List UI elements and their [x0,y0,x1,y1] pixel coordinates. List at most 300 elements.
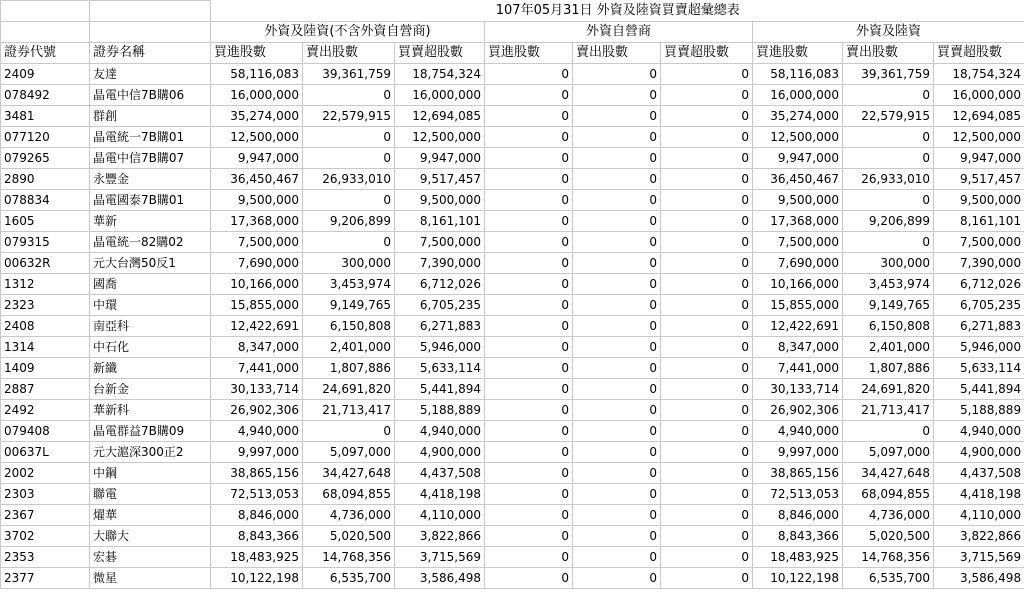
col-header-buy: 買進股數 [211,43,303,64]
stock-name-cell: 永豐金 [90,169,211,190]
net-cell: 4,418,198 [395,484,485,505]
buy-cell: 26,902,306 [211,400,303,421]
net-cell: 16,000,000 [934,85,1024,106]
stock-code-cell: 2002 [1,463,90,484]
sell-cell: 3,453,974 [843,274,934,295]
group-header-foreign-excl-dealers: 外資及陸資(不含外資自營商) [211,22,485,43]
net-cell: 0 [661,379,753,400]
sell-cell: 0 [573,169,661,190]
buy-cell: 0 [485,64,573,85]
stock-code-cell: 2353 [1,547,90,568]
sell-cell: 0 [573,295,661,316]
sell-cell: 0 [573,106,661,127]
buy-cell: 0 [485,442,573,463]
net-cell: 6,271,883 [395,316,485,337]
stock-name-cell: 群創 [90,106,211,127]
buy-cell: 7,500,000 [753,232,843,253]
stock-code-cell: 2887 [1,379,90,400]
net-cell: 3,715,569 [395,547,485,568]
buy-cell: 18,483,925 [753,547,843,568]
net-cell: 6,705,235 [395,295,485,316]
buy-cell: 38,865,156 [211,463,303,484]
buy-cell: 36,450,467 [753,169,843,190]
table-row [1,484,1024,505]
stock-name-cell: 燿華 [90,505,211,526]
buy-cell: 8,843,366 [753,526,843,547]
buy-cell: 36,450,467 [211,169,303,190]
sell-cell: 0 [573,358,661,379]
buy-cell: 7,690,000 [211,253,303,274]
column-header-row [1,43,1024,64]
stock-code-cell: 077120 [1,127,90,148]
sell-cell: 39,361,759 [843,64,934,85]
buy-cell: 0 [485,253,573,274]
net-cell: 0 [661,190,753,211]
sell-cell: 22,579,915 [843,106,934,127]
net-cell: 0 [661,568,753,589]
stock-name-cell: 晶電統一7B購01 [90,127,211,148]
stock-code-cell: 1312 [1,274,90,295]
table-row [1,379,1024,400]
net-cell: 0 [661,169,753,190]
table-row [1,295,1024,316]
stock-code-cell: 00637L [1,442,90,463]
net-cell: 0 [661,526,753,547]
net-cell: 18,754,324 [934,64,1024,85]
net-cell: 12,694,085 [395,106,485,127]
buy-cell: 12,500,000 [211,127,303,148]
sell-cell: 0 [303,85,395,106]
table-row [1,547,1024,568]
net-cell: 5,188,889 [395,400,485,421]
sell-cell: 6,150,808 [843,316,934,337]
stock-name-cell: 元大台灣50反1 [90,253,211,274]
net-cell: 4,437,508 [934,463,1024,484]
buy-cell: 0 [485,337,573,358]
col-header-sell: 賣出股數 [573,43,661,64]
sell-cell: 34,427,648 [843,463,934,484]
stock-code-cell: 00632R [1,253,90,274]
net-cell: 3,822,866 [934,526,1024,547]
buy-cell: 0 [485,106,573,127]
net-cell: 0 [661,85,753,106]
buy-cell: 16,000,000 [211,85,303,106]
stock-name-cell: 中環 [90,295,211,316]
table-row [1,505,1024,526]
net-cell: 0 [661,106,753,127]
sell-cell: 0 [573,274,661,295]
buy-cell: 0 [485,295,573,316]
sell-cell: 0 [573,337,661,358]
col-header-code: 證券代號 [1,43,90,64]
sell-cell: 0 [573,64,661,85]
stock-code-cell: 2303 [1,484,90,505]
net-cell: 8,161,101 [395,211,485,232]
net-cell: 0 [661,358,753,379]
table-row [1,442,1024,463]
net-cell: 0 [661,316,753,337]
stock-code-cell: 2367 [1,505,90,526]
buy-cell: 8,846,000 [211,505,303,526]
sell-cell: 0 [573,442,661,463]
buy-cell: 8,347,000 [753,337,843,358]
stock-code-cell: 1605 [1,211,90,232]
stock-name-cell: 晶電中信7B購07 [90,148,211,169]
buy-cell: 0 [485,526,573,547]
table-row [1,526,1024,547]
sell-cell: 0 [573,568,661,589]
sell-cell: 0 [843,85,934,106]
buy-cell: 72,513,053 [211,484,303,505]
stock-name-cell: 晶電中信7B購06 [90,85,211,106]
sell-cell: 0 [843,148,934,169]
sell-cell: 21,713,417 [303,400,395,421]
sell-cell: 5,020,500 [843,526,934,547]
col-header-net: 買賣超股數 [395,43,485,64]
buy-cell: 9,947,000 [753,148,843,169]
sell-cell: 26,933,010 [843,169,934,190]
net-cell: 6,271,883 [934,316,1024,337]
buy-cell: 35,274,000 [753,106,843,127]
sell-cell: 2,401,000 [303,337,395,358]
buy-cell: 0 [485,274,573,295]
net-cell: 0 [661,400,753,421]
sell-cell: 0 [303,148,395,169]
buy-cell: 12,422,691 [211,316,303,337]
table-row [1,253,1024,274]
stock-code-cell: 2408 [1,316,90,337]
buy-cell: 12,422,691 [753,316,843,337]
buy-cell: 18,483,925 [211,547,303,568]
sell-cell: 6,535,700 [303,568,395,589]
net-cell: 16,000,000 [395,85,485,106]
buy-cell: 9,997,000 [753,442,843,463]
sell-cell: 2,401,000 [843,337,934,358]
sell-cell: 300,000 [303,253,395,274]
stock-code-cell: 2377 [1,568,90,589]
net-cell: 4,940,000 [395,421,485,442]
net-cell: 0 [661,295,753,316]
buy-cell: 58,116,083 [211,64,303,85]
stock-name-cell: 華新科 [90,400,211,421]
sell-cell: 68,094,855 [843,484,934,505]
buy-cell: 9,500,000 [753,190,843,211]
sell-cell: 34,427,648 [303,463,395,484]
net-cell: 5,441,894 [395,379,485,400]
net-cell: 0 [661,253,753,274]
net-cell: 9,517,457 [395,169,485,190]
table-row [1,316,1024,337]
net-cell: 7,500,000 [395,232,485,253]
net-cell: 0 [661,505,753,526]
sell-cell: 0 [843,190,934,211]
sell-cell: 0 [573,253,661,274]
col-header-name: 證券名稱 [90,43,211,64]
net-cell: 5,633,114 [395,358,485,379]
net-cell: 9,947,000 [395,148,485,169]
sell-cell: 26,933,010 [303,169,395,190]
buy-cell: 0 [485,211,573,232]
buy-cell: 7,500,000 [211,232,303,253]
buy-cell: 38,865,156 [753,463,843,484]
net-cell: 0 [661,232,753,253]
buy-cell: 7,441,000 [753,358,843,379]
stock-code-cell: 1409 [1,358,90,379]
net-cell: 4,900,000 [934,442,1024,463]
stock-code-cell: 2323 [1,295,90,316]
sell-cell: 0 [573,190,661,211]
sell-cell: 9,149,765 [843,295,934,316]
sell-cell: 0 [573,505,661,526]
sell-cell: 0 [573,148,661,169]
net-cell: 9,517,457 [934,169,1024,190]
table-row [1,85,1024,106]
stock-name-cell: 宏碁 [90,547,211,568]
stock-code-cell: 2492 [1,400,90,421]
net-cell: 7,390,000 [395,253,485,274]
sell-cell: 3,453,974 [303,274,395,295]
buy-cell: 0 [485,169,573,190]
sell-cell: 0 [303,127,395,148]
net-cell: 6,705,235 [934,295,1024,316]
sell-cell: 1,807,886 [303,358,395,379]
table-row [1,337,1024,358]
buy-cell: 10,122,198 [753,568,843,589]
buy-cell: 9,997,000 [211,442,303,463]
sell-cell: 0 [573,463,661,484]
buy-cell: 0 [485,85,573,106]
sell-cell: 22,579,915 [303,106,395,127]
net-cell: 12,500,000 [395,127,485,148]
buy-cell: 4,940,000 [753,421,843,442]
page-title: 107年05月31日 外資及陸資買賣超彙總表 [211,1,1024,22]
net-cell: 4,900,000 [395,442,485,463]
buy-cell: 0 [485,148,573,169]
table-row [1,421,1024,442]
sell-cell: 24,691,820 [303,379,395,400]
buy-cell: 0 [485,463,573,484]
buy-cell: 12,500,000 [753,127,843,148]
net-cell: 0 [661,148,753,169]
buy-cell: 16,000,000 [753,85,843,106]
net-cell: 6,712,026 [395,274,485,295]
stock-code-cell: 1314 [1,337,90,358]
net-cell: 0 [661,211,753,232]
table-row [1,400,1024,421]
sell-cell: 0 [573,421,661,442]
net-cell: 0 [661,127,753,148]
stock-code-cell: 079265 [1,148,90,169]
sell-cell: 0 [573,400,661,421]
net-cell: 5,188,889 [934,400,1024,421]
sell-cell: 0 [843,421,934,442]
buy-cell: 10,166,000 [211,274,303,295]
buy-cell: 4,940,000 [211,421,303,442]
net-cell: 5,633,114 [934,358,1024,379]
net-cell: 0 [661,337,753,358]
sell-cell: 14,768,356 [303,547,395,568]
table-row [1,190,1024,211]
stock-name-cell: 中鋼 [90,463,211,484]
net-cell: 7,500,000 [934,232,1024,253]
net-cell: 3,586,498 [934,568,1024,589]
buy-cell: 0 [485,316,573,337]
col-header-net: 買賣超股數 [661,43,753,64]
sell-cell: 24,691,820 [843,379,934,400]
sell-cell: 0 [573,484,661,505]
net-cell: 4,110,000 [395,505,485,526]
buy-cell: 8,843,366 [211,526,303,547]
sell-cell: 9,206,899 [303,211,395,232]
stock-code-cell: 3481 [1,106,90,127]
sell-cell: 0 [843,232,934,253]
sell-cell: 0 [573,526,661,547]
stock-name-cell: 中石化 [90,337,211,358]
stock-name-cell: 國喬 [90,274,211,295]
sell-cell: 0 [573,379,661,400]
buy-cell: 58,116,083 [753,64,843,85]
table-row [1,148,1024,169]
sell-cell: 0 [573,211,661,232]
sell-cell: 0 [573,85,661,106]
buy-cell: 0 [485,190,573,211]
sell-cell: 1,807,886 [843,358,934,379]
buy-cell: 0 [485,421,573,442]
sell-cell: 4,736,000 [843,505,934,526]
sell-cell: 6,150,808 [303,316,395,337]
table-row [1,568,1024,589]
buy-cell: 15,855,000 [753,295,843,316]
buy-cell: 26,902,306 [753,400,843,421]
net-cell: 4,110,000 [934,505,1024,526]
stock-name-cell: 聯電 [90,484,211,505]
net-cell: 9,500,000 [395,190,485,211]
table-row [1,169,1024,190]
table-row [1,127,1024,148]
net-cell: 12,694,085 [934,106,1024,127]
buy-cell: 30,133,714 [753,379,843,400]
sell-cell: 0 [303,421,395,442]
sell-cell: 9,206,899 [843,211,934,232]
net-cell: 4,418,198 [934,484,1024,505]
buy-cell: 10,166,000 [753,274,843,295]
table-row [1,211,1024,232]
sell-cell: 9,149,765 [303,295,395,316]
stock-code-cell: 2409 [1,64,90,85]
net-cell: 18,754,324 [395,64,485,85]
sell-cell: 0 [303,190,395,211]
col-header-buy: 買進股數 [485,43,573,64]
stock-code-cell: 2890 [1,169,90,190]
col-header-sell: 賣出股數 [303,43,395,64]
net-cell: 0 [661,442,753,463]
stock-code-cell: 079408 [1,421,90,442]
stock-name-cell: 晶電群益7B購09 [90,421,211,442]
net-cell: 12,500,000 [934,127,1024,148]
table-row [1,64,1024,85]
sell-cell: 21,713,417 [843,400,934,421]
col-header-buy: 買進股數 [753,43,843,64]
buy-cell: 17,368,000 [211,211,303,232]
buy-cell: 0 [485,379,573,400]
table-row [1,232,1024,253]
net-cell: 0 [661,421,753,442]
net-cell: 5,946,000 [395,337,485,358]
net-cell: 0 [661,64,753,85]
stock-name-cell: 新纖 [90,358,211,379]
stock-code-cell: 3702 [1,526,90,547]
buy-cell: 9,500,000 [211,190,303,211]
net-cell: 5,946,000 [934,337,1024,358]
col-header-sell: 賣出股數 [843,43,934,64]
stock-name-cell: 友達 [90,64,211,85]
buy-cell: 7,441,000 [211,358,303,379]
sell-cell: 6,535,700 [843,568,934,589]
net-cell: 0 [661,547,753,568]
buy-cell: 30,133,714 [211,379,303,400]
buy-cell: 7,690,000 [753,253,843,274]
table-row [1,106,1024,127]
buy-cell: 0 [485,547,573,568]
stock-name-cell: 台新金 [90,379,211,400]
sell-cell: 0 [573,547,661,568]
net-cell: 3,822,866 [395,526,485,547]
stock-name-cell: 華新 [90,211,211,232]
net-cell: 0 [661,274,753,295]
net-cell: 5,441,894 [934,379,1024,400]
buy-cell: 8,347,000 [211,337,303,358]
stock-name-cell: 大聯大 [90,526,211,547]
group-header-foreign-dealers: 外資自營商 [485,22,753,43]
title-row [1,1,1024,22]
buy-cell: 15,855,000 [211,295,303,316]
net-cell: 9,947,000 [934,148,1024,169]
buy-cell: 9,947,000 [211,148,303,169]
sell-cell: 0 [843,127,934,148]
net-cell: 0 [661,463,753,484]
net-cell: 4,437,508 [395,463,485,484]
net-cell: 3,586,498 [395,568,485,589]
net-cell: 4,940,000 [934,421,1024,442]
sell-cell: 68,094,855 [303,484,395,505]
buy-cell: 8,846,000 [753,505,843,526]
table-row [1,463,1024,484]
net-cell: 0 [661,484,753,505]
stock-name-cell: 元大滬深300正2 [90,442,211,463]
buy-cell: 0 [485,358,573,379]
stock-name-cell: 微星 [90,568,211,589]
stock-code-cell: 078834 [1,190,90,211]
stock-code-cell: 078492 [1,85,90,106]
buy-cell: 0 [485,484,573,505]
group-header-row [1,22,1024,43]
stock-name-cell: 晶電統一82購02 [90,232,211,253]
stock-name-cell: 南亞科 [90,316,211,337]
sell-cell: 4,736,000 [303,505,395,526]
sell-cell: 5,020,500 [303,526,395,547]
sell-cell: 300,000 [843,253,934,274]
buy-cell: 0 [485,127,573,148]
buy-cell: 72,513,053 [753,484,843,505]
sell-cell: 5,097,000 [303,442,395,463]
sell-cell: 39,361,759 [303,64,395,85]
table-row [1,358,1024,379]
buy-cell: 0 [485,505,573,526]
col-header-net: 買賣超股數 [934,43,1024,64]
net-cell: 6,712,026 [934,274,1024,295]
buy-cell: 35,274,000 [211,106,303,127]
net-cell: 3,715,569 [934,547,1024,568]
